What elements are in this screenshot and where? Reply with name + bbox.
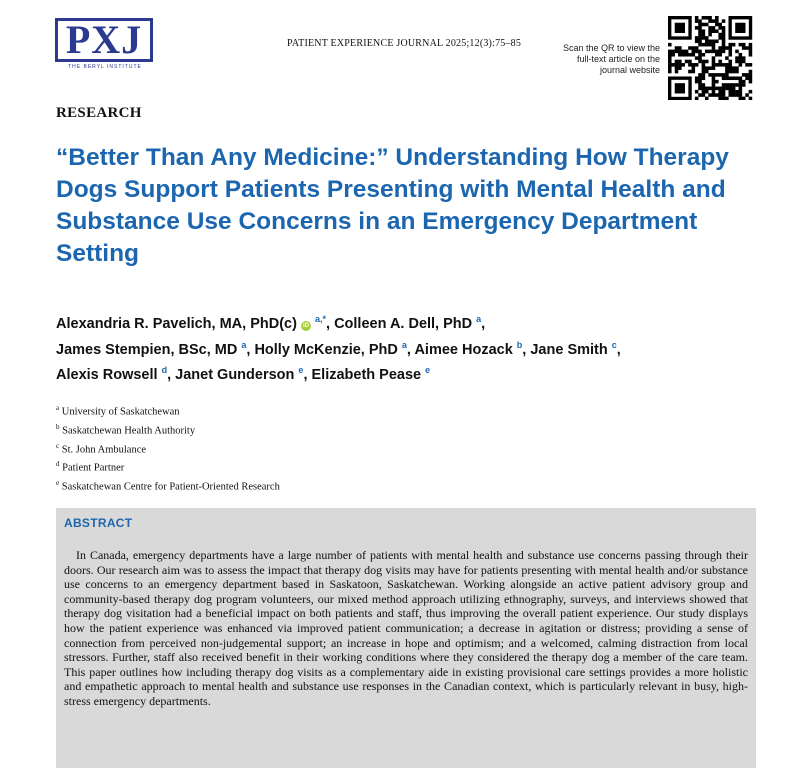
author-sep: ,	[303, 367, 312, 384]
author-name: Holly McKenzie, PhD	[254, 341, 398, 358]
author-name: Aimee Hozack	[414, 341, 513, 358]
author-name: Jane Smith	[530, 341, 608, 358]
author-8	[175, 367, 311, 383]
affiliation-sup: e	[56, 479, 60, 488]
author-7	[56, 367, 175, 383]
affiliation-text: Patient Partner	[62, 462, 125, 474]
author-name: Elizabeth Pease	[311, 367, 422, 384]
abstract-box	[56, 508, 756, 768]
author-4	[254, 339, 415, 358]
section-label: RESEARCH	[56, 105, 142, 121]
author-sup: e	[425, 365, 431, 376]
author-name: Alexis Rowsell	[56, 367, 158, 384]
author-sep: ,	[246, 341, 255, 358]
author-sep: ,	[522, 341, 531, 358]
author-sup: a	[476, 314, 482, 324]
author-name: James Stempien, BSc, MD	[56, 341, 238, 358]
abstract-heading: ABSTRACT	[64, 516, 133, 530]
journal-logo	[55, 18, 157, 74]
affiliation-item	[56, 401, 280, 420]
author-3	[56, 339, 255, 358]
affiliation-text: Saskatchewan Health Authority	[62, 425, 196, 437]
affiliation-list	[56, 401, 280, 495]
author-sep: ,	[326, 315, 335, 332]
orcid-icon[interactable]: iD	[302, 322, 309, 329]
affiliation-item	[56, 457, 280, 476]
qr-code-icon[interactable]	[666, 16, 754, 100]
affiliation-item	[56, 439, 280, 458]
author-sep: ,	[616, 341, 621, 358]
author-5	[414, 339, 531, 358]
affiliation-item	[56, 476, 280, 495]
author-sup: e	[298, 365, 304, 376]
affiliation-text: St. John Ambulance	[61, 444, 147, 456]
affiliation-sup: b	[56, 422, 60, 431]
author-list	[56, 309, 756, 386]
author-2	[334, 316, 485, 332]
affiliation-sup: a	[56, 404, 60, 412]
affiliation-sup: c	[56, 441, 60, 450]
affiliation-sup: d	[56, 460, 60, 469]
author-sup: a	[241, 339, 247, 350]
author-sup: b	[516, 339, 523, 350]
author-sep: ,	[481, 315, 486, 332]
author-name: Janet Gunderson	[175, 367, 295, 384]
article-title: “Better Than Any Medicine:” Understanding How Therapy Dogs Support Patients Presenting with Mental Health and Substance Use Concerns in an Emergency Department Setting	[56, 144, 729, 267]
author-sep: ,	[406, 341, 415, 358]
author-name: Alexandria R. Pavelich, MA, PhD(c)	[56, 315, 297, 332]
abstract-text: In Canada, emergency departments have a large number of patients with mental health and substance use concerns passing through their doors. Our research aim was to assess the impact that therapy dog visits may have for patients presenting with mental health and/or substance use concerns to an emergency department based in Saskatoon, Saskatchewan. Working alongside an active patient advisory group and community-based therapy dog program volunteers, our mixed method approach utilizing ethnography, surveys, and interviews showed that therapy dog visitation had a beneficial impact on both patients and staff, thus improving the overall patient experience. Our study displays how the patient experience was enhanced via improved patient communication; a decrease in agitation or distress; providing a sense of connection from perceived non-judgemental support; an increase in hope and optimism; and a welcomed, calming distraction from local stressors. Further, staff also received benefit in their working conditions where they considered the therapy dog a member of the care team. This paper outlines how including therapy dog visits as a complementary aide in existing provisional care settings provides a more holistic and empathetic approach to mental health and substance use responses in the Canadian context, which is particularly relevant in busy, high-stress emergency departments.	[64, 548, 748, 708]
logo-subtitle: THE BERYL INSTITUTE	[68, 64, 142, 70]
author-9	[312, 367, 431, 383]
author-sup: c	[611, 339, 617, 350]
author-sup: d	[161, 365, 168, 376]
affiliation-text: University of Saskatchewan	[61, 406, 180, 418]
author-sup: a,*	[315, 314, 327, 324]
author-6	[530, 339, 621, 358]
affiliation-item	[56, 420, 280, 439]
author-name: Colleen A. Dell, PhD	[334, 315, 473, 332]
author-sup: a	[401, 339, 407, 350]
affiliation-text: Saskatchewan Centre for Patient-Oriented Research	[61, 481, 280, 493]
journal-reference: PATIENT EXPERIENCE JOURNAL 2025;12(3):75–85	[287, 38, 522, 49]
qr-note: Scan the QR to view the full-text article on the journal website	[562, 43, 660, 75]
author-sep: ,	[167, 367, 176, 384]
author-1	[56, 316, 334, 332]
logo-text: PXJ	[65, 17, 143, 62]
